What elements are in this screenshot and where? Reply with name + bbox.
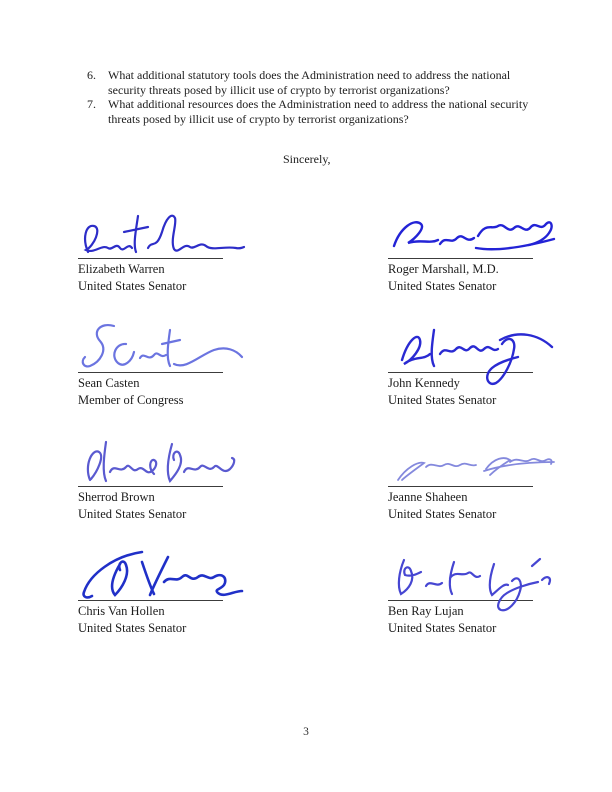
signer-name: Ben Ray Lujan xyxy=(388,604,464,618)
signature-block-roger-marshall xyxy=(388,202,533,294)
question-line: What additional resources does the Administration need to address the national security xyxy=(108,97,529,112)
signature-image-john-kennedy xyxy=(388,316,533,372)
signature-block-chris-van-hollen xyxy=(78,544,223,636)
signer-name: Jeanne Shaheen xyxy=(388,490,468,504)
signer-title: United States Senator xyxy=(388,393,497,407)
signer-title: United States Senator xyxy=(78,279,187,293)
question-item-7 xyxy=(87,97,539,126)
signature-image-chris-van-hollen xyxy=(78,544,223,600)
signature-block-jeanne-shaheen xyxy=(388,430,533,522)
signature-block-elizabeth-warren xyxy=(78,202,223,294)
signer-name: Sean Casten xyxy=(78,376,140,390)
signer-title: United States Senator xyxy=(78,621,187,635)
signer-name: Sherrod Brown xyxy=(78,490,155,504)
question-list xyxy=(87,68,539,127)
signature-block-ben-ray-lujan xyxy=(388,544,533,636)
question-item-6 xyxy=(87,68,539,97)
signer-name: John Kennedy xyxy=(388,376,460,390)
closing-sincerely: Sincerely, xyxy=(283,152,331,166)
signature-image-sean-casten xyxy=(78,316,223,372)
signature-image-ben-ray-lujan xyxy=(388,544,533,600)
signer-title: Member of Congress xyxy=(78,393,184,407)
question-number: 6. xyxy=(87,68,96,82)
signer-title: United States Senator xyxy=(78,507,187,521)
signature-image-jeanne-shaheen xyxy=(388,430,533,486)
question-text xyxy=(108,97,539,126)
question-line: threats posed by illicit use of crypto by terrorist organizations? xyxy=(108,112,409,127)
signer-name: Roger Marshall, M.D. xyxy=(388,262,499,276)
signature-image-roger-marshall xyxy=(388,202,533,258)
signature-block-sean-casten xyxy=(78,316,223,408)
signer-title: United States Senator xyxy=(388,507,497,521)
page-number: 3 xyxy=(303,726,309,738)
question-text xyxy=(108,68,539,97)
question-number: 7. xyxy=(87,97,96,112)
signer-title: United States Senator xyxy=(388,621,497,635)
signer-name: Chris Van Hollen xyxy=(78,604,165,618)
signer-title: United States Senator xyxy=(388,279,497,293)
question-line: What additional statutory tools does the Administration need to address the national xyxy=(108,68,511,82)
signature-image-elizabeth-warren xyxy=(78,202,223,258)
signature-image-sherrod-brown xyxy=(78,430,223,486)
signature-block-sherrod-brown xyxy=(78,430,223,522)
signer-name: Elizabeth Warren xyxy=(78,262,165,276)
question-line: security threats posed by illicit use of crypto by terrorist organizations? xyxy=(108,82,450,97)
signature-block-john-kennedy xyxy=(388,316,533,408)
